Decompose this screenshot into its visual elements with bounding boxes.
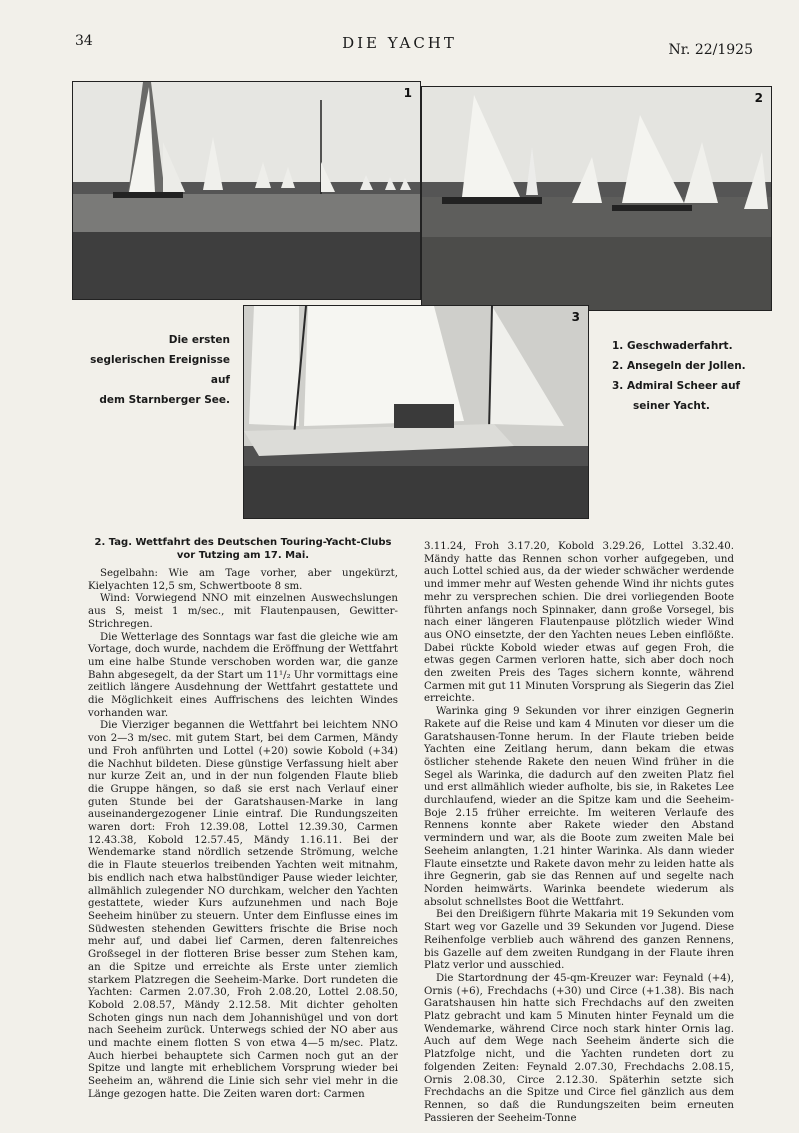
paragraph: Warinka ging 9 Sekunden vor ihrer einzigen Gegnerin Rakete auf die Reise und kam 4 Minuten vor dieser um die Garatshausen-Tonne herum. In der Flaute trieben beide Yachten eine Zeitlang herum, dann bekam die etwas östlicher stehende Rakete den neuen Wind früher in die Segel als Warinka, die dadurch auf den zweiten Platz fiel und erst allmählich wieder aufholte, bis sie, in Raketes Lee durchlaufend, wieder an die Spitze kam und die Seeheim-Boje 2.15 früher erreichte. Im weiteren Verlaufe des Rennens konnte aber Rakete wieder den Abstand vermindern und war, als die Boote zum zweiten Male bei Seeheim anlangten, 1.21 hinter Warinka. Als dann wieder Flaute einsetzte und Rakete davon mehr zu leiden hatte als ihre Gegnerin, gab sie das Rennen auf und segelte nach Norden heimwärts. Warinka beendete wiederum als absolut schnellstes Boot die Wettfahrt. (424, 706, 734, 908)
paragraph: Bei den Dreißigern führte Makaria mit 19 Sekunden vom Start weg vor Gazelle und 39 Sekunden vor Jugend. Diese Reihenfolge verblieb auch während des ganzen Rennens, bis Gazelle auf dem zweiten Rundgang in der Flaute ihren Platz verlor und ausschied. (424, 909, 734, 972)
paragraph: Segelbahn: Wie am Tage vorher, aber ungekürzt, Kielyachten 12,5 sm, Schwertboote 8 sm. (88, 568, 398, 592)
caption-left (80, 330, 230, 410)
caption-line: seiner Yacht. (633, 400, 710, 412)
photo-admiral-scheer-yacht (243, 305, 589, 519)
photo-fleet-sailing (72, 81, 421, 300)
paragraph: 3.11.24, Froh 3.17.20, Kobold 3.29.26, Lottel 3.32.40. Mändy hatte das Rennen schon vorher aufgegeben, und auch Lottel schied aus, da der wieder schwächer werdende und immer mehr auf Westen gehende Wind ihr nichts gutes mehr zu versprechen schien. Die drei vorliegenden Boote führten anfangs noch Spinnaker, dann große Vorsegel, bis nach einer längeren Flautenpause plötzlich wieder Wind aus ONO einsetzte, der den Yachten neues Leben einflößte. Dabei rückte Kobold wieder etwas auf gegen Froh, die etwas gegen Carmen verloren hatte, sich aber doch noch den zweiten Preis des Tages sichern konnte, während Carmen mit gut 11 Minuten Vorsprung als Siegerin das Ziel erreichte. (424, 541, 734, 705)
page-number: 34 (75, 33, 93, 49)
photo-1-image (73, 82, 420, 299)
paragraph: Die Startordnung der 45-qm-Kreuzer war: Feynald (+4), Ornis (+6), Frechdachs (+30) und Circe (+1.38). Bis nach Garatshausen hin hatte sich Frechdachs auf den zweiten Platz gebracht und kam 5 Minuten hinter Feynald um die Wendemarke, während Circe noch stark hinter Ornis lag. Auch auf dem Wege nach Seeheim änderte sich die Platzfolge nicht, und die Yachten rundeten dort zu folgenden Zeiten: Feynald 2.07.30, Frechdachs 2.08.15, Ornis 2.08.30, Circe 2.12.30. Späterhin setzte sich Frechdachs an die Spitze und Circe fiel gänzlich aus dem Rennen, so daß die Rundungszeiten beim erneuten Passieren der Seeheim-Tonne (424, 972, 734, 1124)
photo-2-image (422, 87, 771, 310)
caption-line: Die ersten (168, 334, 230, 346)
caption-line: dem Starnberger See. (99, 394, 230, 406)
article-heading-line-2: vor Tutzing am 17. Mai. (176, 550, 310, 561)
paragraph: Die Wetterlage des Sonntags war fast die gleiche wie am Vortage, doch wurde, nachdem die Eröffnung der Wettfahrt um eine halbe Stunde verschoben worden war, die ganze Bahn abgesegelt, da der Start um 11¹/₂ Uhr vormittags eine zeitlich längere Ausdehnung der Wettfahrt gestattete und die Möglichkeit eines Auffrischens des leichten Windes vorhanden war. (88, 631, 398, 719)
photo-3-image (244, 306, 588, 518)
photo-number: 1 (403, 86, 412, 100)
article-heading-line-1: 2. Tag. Wettfahrt des Deutschen Touring-Yacht-Clubs (94, 537, 392, 548)
paragraph: Die Vierziger begannen die Wettfahrt bei leichtem NNO von 2—3 m/sec. mit gutem Start, bei dem Carmen, Mändy und Froh anführten und Lottel (+20) sowie Kobold (+34) die Nachhut bildeten. Diese günstige Verfassung hielt aber nur kurze Zeit an, und in der nun folgenden Flaute blieb die Gruppe hängen, so daß sie erst nach Verlauf einer guten Stunde bei der Garatshausen-Marke in lang auseinandergezogener Linie eintraf. Die Rundungszeiten waren dort: Froh 12.39.08, Lottel 12.39.30, Carmen 12.43.38, Kobold 12.57.45, Mändy 1.16.11. Bei der Wendemarke stand nördlich setzende Strömung, welche die in Flaute steuerlos treibenden Yachten weit mitnahm, bis endlich nach etwa halbstündiger Pause wieder leichter, allmählich zulegender NO durchkam, welcher den Yachten gestattete, wieder Kurs aufzunehmen und nach Boje Seeheim hinüber zu steuern. Unter dem Einflusse eines im Südwesten stehenden Gewitters frischte die Brise noch mehr auf, und dabei lief Carmen, deren faltenreiches Großsegel in der flotteren Brise besser zum Stehen kam, an die Spitze und erreichte als Erste unter ziemlich starkem Platzregen die Seeheim-Marke. Dort rundeten die Yachten: Carmen 2.07.30, Froh 2.08.20, Lottel 2.08.50, Kobold 2.08.57, Mändy 2.12.58. Mit dichter geholten Schoten gings nun nach dem Johannishügel und von dort nach Seeheim zurück. Unterwegs schied der NO aber aus und machte einem flotten S von etwa 4—5 m/sec. Platz. Auch hierbei behauptete sich Carmen noch gut an der Spitze und langte mit erheblichem Vorsprung wieder bei Seeheim an, während die Linie sich sehr viel mehr in die Länge gezogen hatte. Die Zeiten waren dort: Carmen (88, 720, 398, 1100)
page-header (0, 33, 799, 58)
caption-line: 2. Ansegeln der Jollen. (612, 360, 746, 372)
article-heading (88, 536, 398, 562)
paragraph: Wind: Vorwiegend NNO mit einzelnen Auswechslungen aus S, meist 1 m/sec., mit Flautenpausen, Gewitter-Strichregen. (88, 593, 398, 630)
photo-dinghies (421, 86, 772, 311)
article-column-left (88, 536, 398, 1102)
issue-number: Nr. 22/1925 (668, 42, 753, 58)
caption-line: seglerischen Ereignisse auf (90, 354, 230, 386)
caption-line: 3. Admiral Scheer auf (612, 380, 741, 392)
photo-number: 2 (754, 91, 763, 105)
magazine-title: DIE YACHT (342, 34, 457, 52)
article-column-right (424, 541, 734, 1125)
photo-number: 3 (571, 310, 580, 324)
caption-right (612, 336, 762, 416)
caption-line: 1. Geschwaderfahrt. (612, 340, 733, 352)
